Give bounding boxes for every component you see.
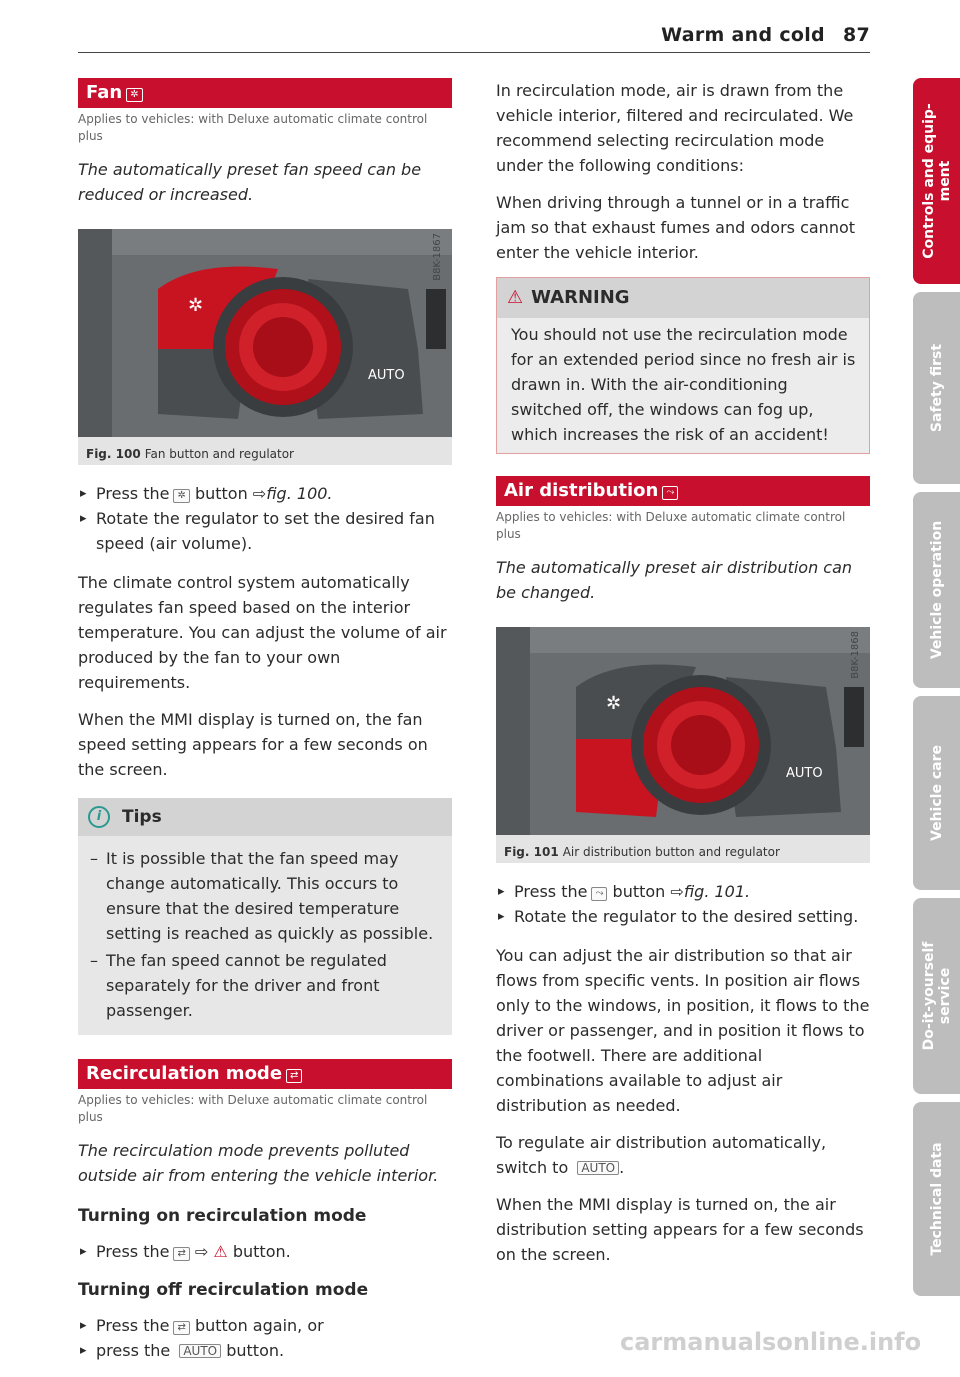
recirc-off-steps	[78, 1313, 452, 1363]
auto-key: AUTO	[179, 1344, 221, 1358]
paragraph: When the MMI display is turned on, the fan speed setting appears for a few seconds on the screen.	[78, 710, 428, 779]
tab-vehicle-operation[interactable]: Vehicle operation	[913, 492, 960, 688]
list-item: ▸ Press the ✲ button ⇨fig. 100.	[78, 481, 452, 506]
fan-heading-text: Fan	[86, 82, 123, 103]
paragraph: The climate control system automatically regulates fan speed based on the interior temperature. You can adjust the volume of air produced by the fan to your own requirements.	[78, 573, 447, 692]
recirc-heading-text: Recirculation mode	[86, 1063, 283, 1084]
warning-icon: ⚠	[213, 1242, 228, 1261]
fan-intro: The automatically preset fan speed can be reduced or increased.	[78, 160, 422, 204]
list-item: ▸ Press the ⇄ button again, or	[78, 1313, 452, 1338]
warning-box	[496, 277, 870, 454]
list-item: – The fan speed cannot be regulated separately for the driver and front passenger.	[106, 948, 442, 1023]
tab-safety[interactable]: Safety first	[913, 292, 960, 484]
paragraph: In recirculation mode, air is drawn from the vehicle interior, filtered and recirculated. We recommend selecting recirculation mode under the following conditions:	[496, 81, 854, 175]
figure-caption: Fig. 100 Fan button and regulator	[86, 447, 294, 461]
subheading-on: Turning on recirculation mode	[78, 1206, 367, 1226]
applies-note: Applies to vehicles: with Deluxe automatic climate control plus	[496, 510, 846, 541]
auto-label: AUTO	[368, 368, 405, 383]
recirc-on-steps	[78, 1239, 452, 1264]
right-column	[496, 78, 870, 1279]
watermark: carmanualsonline.info	[620, 1328, 922, 1356]
section-heading-recirculation	[78, 1059, 452, 1089]
section-heading-air-distribution	[496, 476, 870, 506]
chapter-title: Warm and cold	[661, 24, 825, 46]
svg-text:✲: ✲	[188, 295, 204, 316]
airdist-steps	[496, 879, 870, 929]
applies-note: Applies to vehicles: with Deluxe automatic climate control plus	[78, 1093, 428, 1124]
figure-air-distribution	[496, 627, 870, 863]
subheading-off: Turning off recirculation mode	[78, 1280, 369, 1300]
list-item: ▸ Press the ⤳ button ⇨fig. 101.	[496, 879, 870, 904]
fan-key-icon: ✲	[126, 88, 142, 102]
recirculation-key-icon: ⇄	[286, 1069, 302, 1083]
air-distribution-key-icon: ⤳	[662, 486, 678, 500]
auto-key: AUTO	[577, 1161, 619, 1175]
climate-panel-image	[78, 229, 452, 437]
warning-header: ⚠ WARNING	[497, 278, 869, 318]
recirculation-key-icon: ⇄	[173, 1247, 189, 1261]
tab-controls[interactable]: Controls and equip- ment	[913, 78, 960, 284]
recirc-intro: The recirculation mode prevents polluted outside air from entering the vehicle interior.	[78, 1141, 439, 1185]
warning-body: You should not use the recirculation mode for an extended period since no fresh air is drawn in. With the air-conditioning switched off, the windows can fog up, which increases the risk of an accident!	[511, 325, 856, 444]
tab-technical-data[interactable]: Technical data	[913, 1102, 960, 1296]
list-item: ▸ Rotate the regulator to the desired setting.	[496, 904, 870, 929]
air-distribution-key-icon: ⤳	[591, 887, 607, 901]
list-item: ▸ Rotate the regulator to set the desired fan speed (air volume).	[78, 506, 452, 556]
paragraph: When the MMI display is turned on, the air distribution setting appears for a few seconds on the screen.	[496, 1195, 864, 1264]
figure-caption: Fig. 101 Air distribution button and regulator	[504, 845, 780, 859]
paragraph: When driving through a tunnel or in a traffic jam so that exhaust fumes and odors cannot enter the vehicle interior.	[496, 193, 856, 262]
fan-steps	[78, 481, 452, 556]
paragraph: You can adjust the air distribution so that air flows from specific vents. In position air flows only to the windows, in position, it flows to the driver or passenger, and in position it flows to the footwell. There are additional combinations available to adjust air distribution as needed.	[496, 946, 870, 1115]
list-item: ▸ press the AUTO button.	[78, 1338, 452, 1363]
fan-key-icon: ✲	[173, 489, 189, 503]
warning-icon: ⚠	[507, 287, 524, 308]
svg-text:✲: ✲	[606, 693, 622, 714]
list-item: – It is possible that the fan speed may change automatically. This occurs to ensure that the desired temperature setting is reached as quickly as possible.	[106, 846, 442, 946]
climate-panel-image	[496, 627, 870, 835]
auto-label: AUTO	[786, 766, 823, 781]
figure-code: B8K-1867	[432, 233, 443, 281]
airdist-intro: The automatically preset air distribution can be changed.	[496, 558, 853, 602]
info-icon: i	[88, 806, 110, 828]
airdist-heading-text: Air distribution	[504, 480, 659, 501]
header-rule	[78, 52, 870, 53]
list-item: ▸ Press the ⇄ ⇨ ⚠ button.	[78, 1239, 452, 1264]
figure-code: B8K-1868	[850, 631, 861, 679]
figure-fan	[78, 229, 452, 465]
tips-box	[78, 798, 452, 1035]
applies-note: Applies to vehicles: with Deluxe automatic climate control plus	[78, 112, 428, 143]
left-column	[78, 78, 452, 1377]
recirculation-key-icon: ⇄	[173, 1321, 189, 1335]
section-heading-fan	[78, 78, 452, 108]
tips-header: i Tips	[78, 798, 452, 836]
page-header	[661, 24, 870, 46]
page-number: 87	[842, 24, 870, 46]
tab-diy-service[interactable]: Do-it-yourself service	[913, 898, 960, 1094]
paragraph: To regulate air distribution automatically, switch to AUTO .	[496, 1133, 827, 1177]
tab-vehicle-care[interactable]: Vehicle care	[913, 696, 960, 890]
